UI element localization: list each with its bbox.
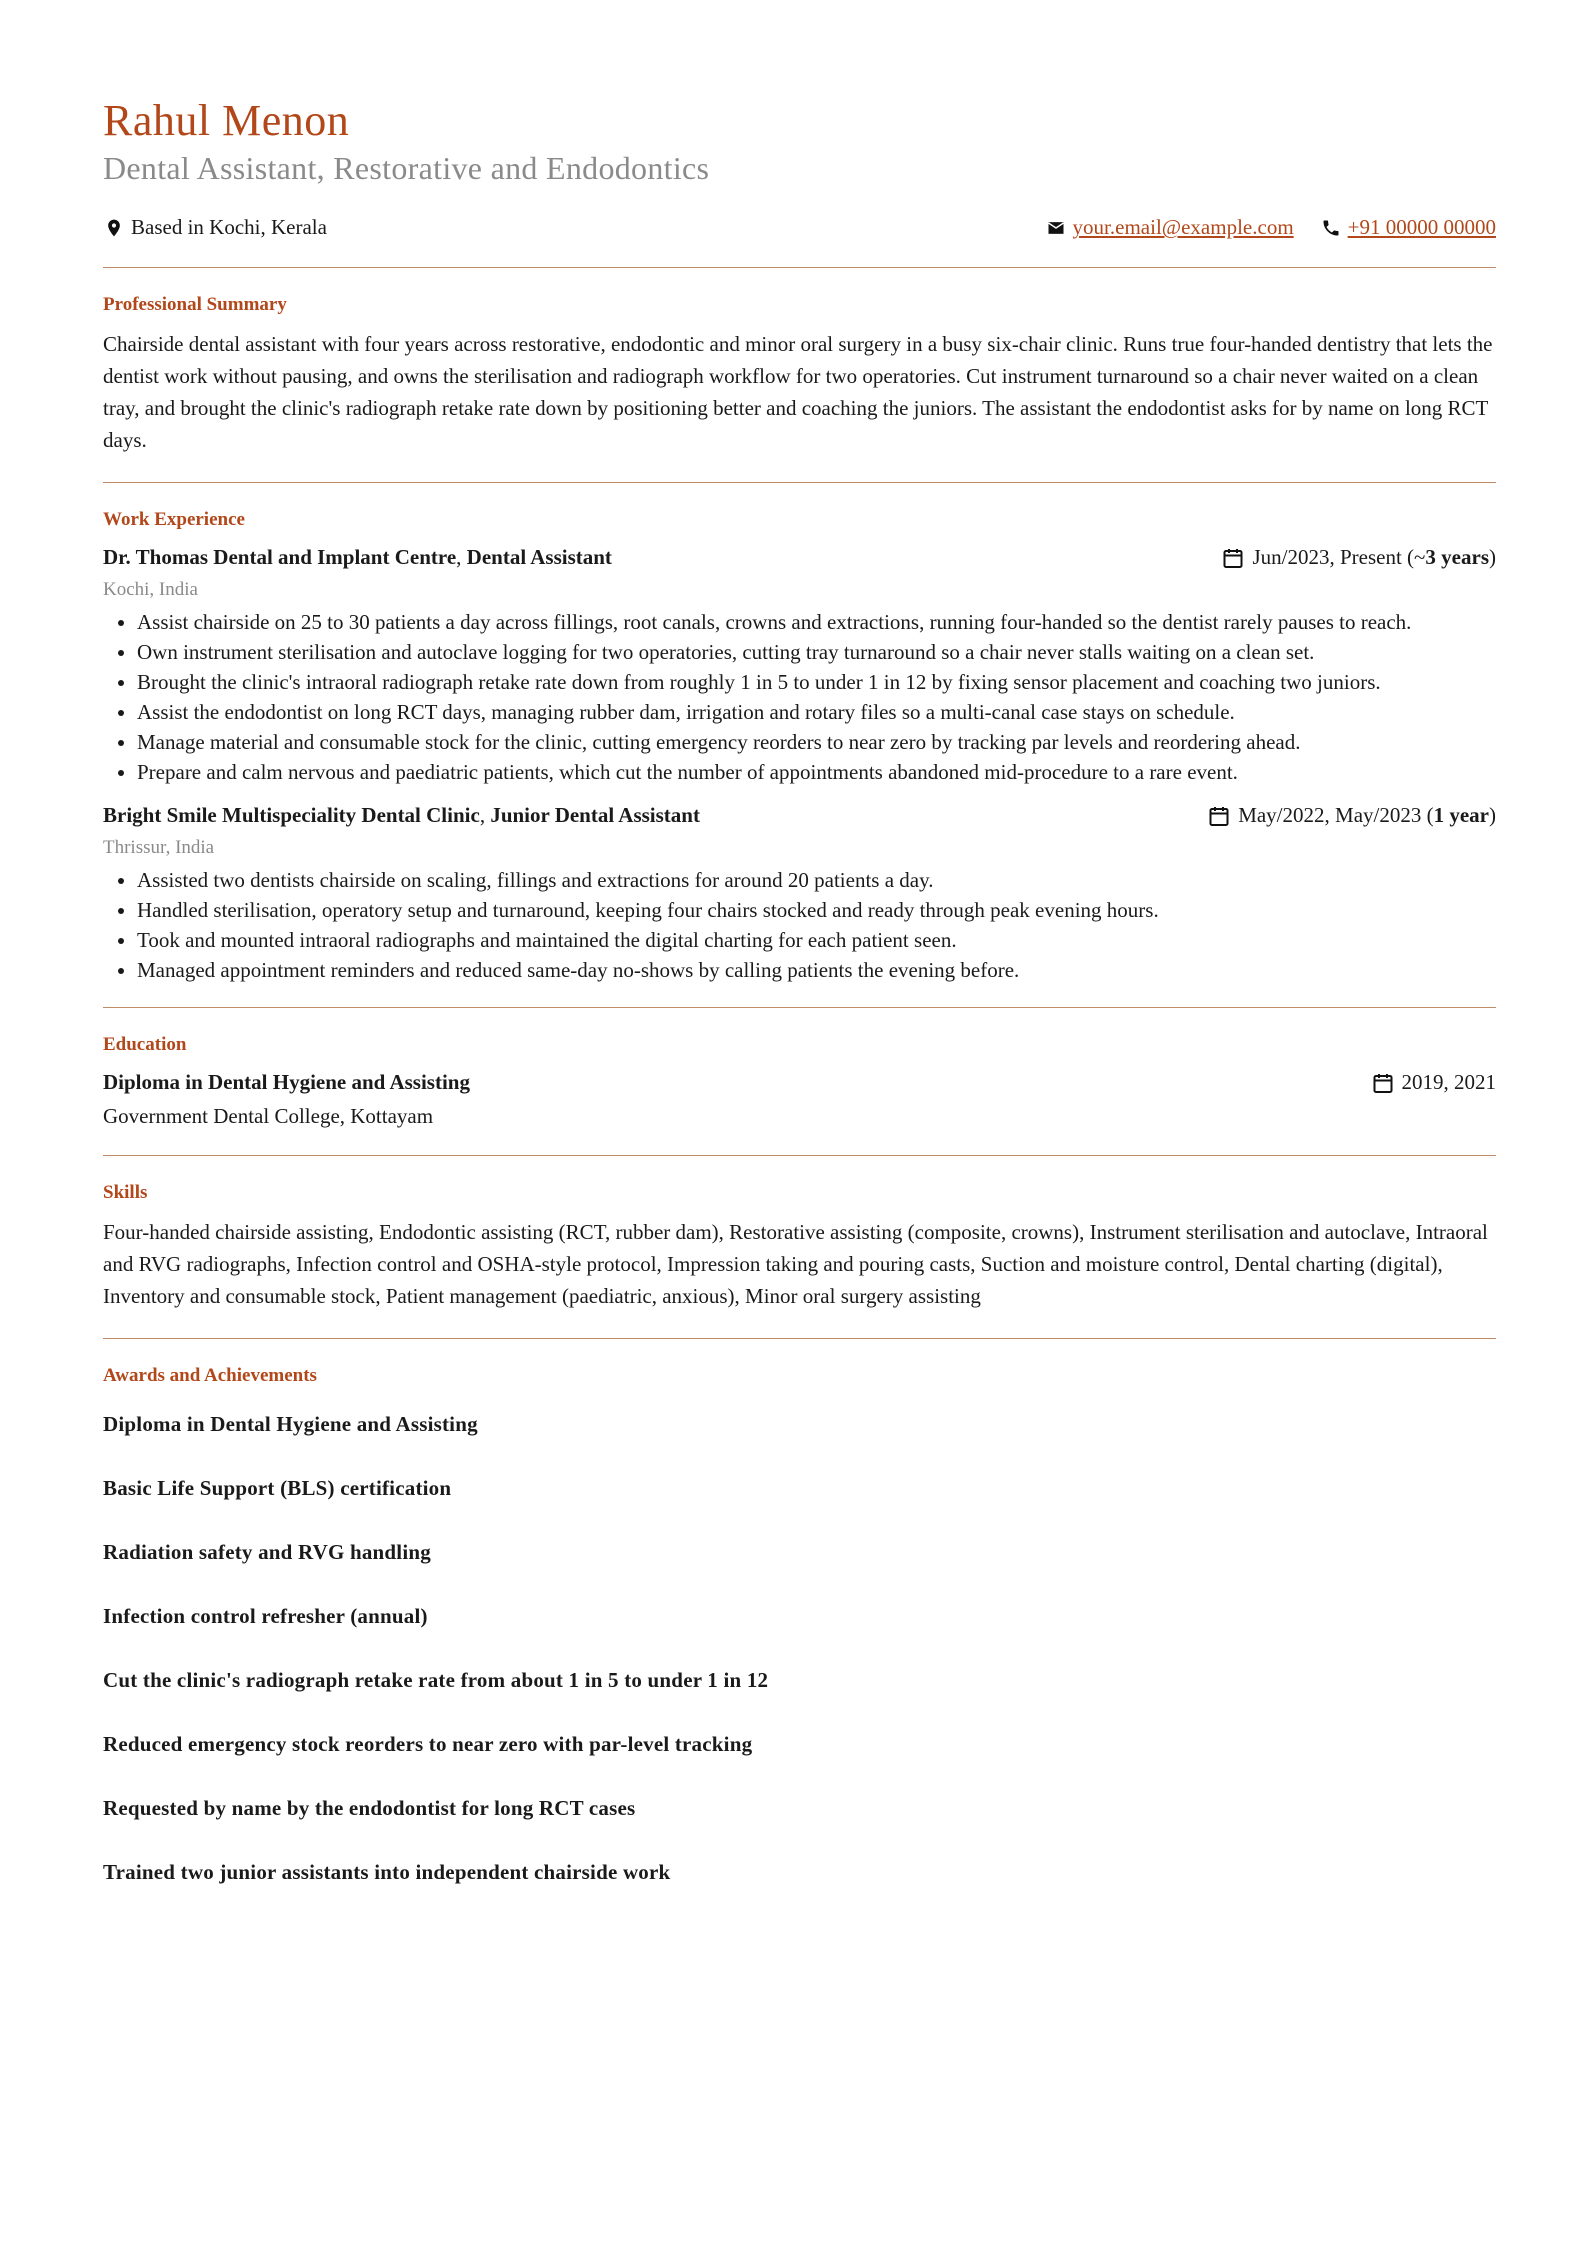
phone-icon: [1320, 217, 1342, 239]
summary-text: Chairside dental assistant with four years across restorative, endodontic and minor oral surgery in a busy six-chair clinic. Runs true four-handed dentistry that lets the dentist work without pausing, and owns the sterilisation and radiograph workflow for two operatories. Cut instrument turnaround so a chair never waited on a clean tray, and brought the clinic's radiograph retake rate down by positioning better and coaching the juniors. The assistant the endodontist asks for by name on long RCT days.: [103, 331, 1493, 452]
award-item: Radiation safety and RVG handling: [103, 1539, 431, 1564]
contact-links: [1019, 215, 1496, 240]
section-title: Professional Summary: [103, 293, 287, 315]
skills-text: Four-handed chairside assisting, Endodontic assisting (RCT, rubber dam), Restorative assisting (composite, crowns), Instrument sterilisation and autoclave, Intraoral and RVG radiographs, Infection control and OSHA-style protocol, Impression taking and pouring casts, Suction and moisture control, Dental charting (digital), Inventory and consumable stock, Patient management (paediatric, anxious), Minor oral surgery assisting: [103, 1219, 1488, 1308]
award-item: Requested by name by the endodontist for long RCT cases: [103, 1795, 636, 1820]
location-text: Based in Kochi, Kerala: [131, 215, 327, 240]
job-title: Bright Smile Multispeciality Dental Clinic, Junior Dental Assistant: [103, 803, 700, 828]
section-title: Work Experience: [103, 508, 245, 530]
award-item: Cut the clinic's radiograph retake rate from about 1 in 5 to under 1 in 12: [103, 1667, 769, 1692]
education-section: [103, 1008, 1496, 1155]
list-item: • Took and mounted intraoral radiographs and maintained the digital charting for each patient seen.: [137, 925, 1496, 955]
job-role: Dental Assistant: [466, 545, 612, 570]
awards-list: [103, 1409, 1496, 1887]
duration: 1 year: [1433, 803, 1489, 828]
calendar-icon: [1220, 545, 1246, 571]
calendar-icon: [1206, 803, 1232, 829]
job-header: [103, 543, 1496, 573]
award-item: Reduced emergency stock reorders to near zero with par-level tracking: [103, 1731, 753, 1756]
job-header: [103, 801, 1496, 831]
job-role: Junior Dental Assistant: [490, 803, 700, 828]
list-item: • Handled sterilisation, operatory setup and turnaround, keeping four chairs stocked and ready through peak evening hours.: [137, 895, 1496, 925]
section-title: Skills: [103, 1181, 148, 1203]
section-title: Education: [103, 1033, 187, 1055]
list-item: • Manage material and consumable stock for the clinic, cutting emergency reorders to near zero by tracking par levels and reordering ahead.: [137, 727, 1496, 757]
candidate-name: Rahul Menon: [103, 96, 350, 145]
list-item: • Assist the endodontist on long RCT days, managing rubber dam, irrigation and rotary files so a multi-canal case stays on schedule.: [137, 697, 1496, 727]
phone-item: [1320, 215, 1496, 240]
list-item: • Assist chairside on 25 to 30 patients a day across fillings, root canals, crowns and extractions, running four-handed so the dentist rarely pauses to reach.: [137, 607, 1496, 637]
date-close: ): [1489, 545, 1496, 570]
candidate-headline: Dental Assistant, Restorative and Endodontics: [103, 149, 710, 186]
contact-row: [103, 213, 1496, 243]
education-header: [103, 1068, 1496, 1098]
school-name: Government Dental College, Kottayam: [103, 1103, 434, 1128]
awards-section: [103, 1339, 1496, 1947]
list-item: • Managed appointment reminders and reduced same-day no-shows by calling patients the evening before.: [137, 955, 1496, 985]
list-item: • Brought the clinic's intraoral radiograph retake rate down from roughly 1 in 5 to under 1 in 12 by fixing sensor placement and coaching two juniors.: [137, 667, 1496, 697]
location-item: [103, 215, 327, 240]
resume-page: [103, 96, 1496, 1947]
award-item: Infection control refresher (annual): [103, 1603, 428, 1628]
list-item: • Prepare and calm nervous and paediatric patients, which cut the number of appointments abandoned mid-procedure to a rare event.: [137, 757, 1496, 787]
job-entry: [103, 801, 1496, 985]
date-range: Jun/2023, Present (~: [1252, 545, 1426, 570]
award-item: Trained two junior assistants into independent chairside work: [103, 1859, 671, 1884]
job-location: Thrissur, India: [103, 836, 215, 858]
list-item: • Assisted two dentists chairside on scaling, fillings and extractions for around 20 patients a day.: [137, 865, 1496, 895]
degree-name: Diploma in Dental Hygiene and Assisting: [103, 1070, 470, 1095]
job-dates: [1220, 545, 1496, 571]
award-item: Basic Life Support (BLS) certification: [103, 1475, 452, 1500]
job-dates: [1206, 803, 1496, 829]
summary-section: [103, 268, 1496, 482]
job-bullets: [103, 607, 1496, 787]
company-name: Bright Smile Multispeciality Dental Clinic: [103, 803, 480, 828]
date-close: ): [1489, 803, 1496, 828]
section-title: Awards and Achievements: [103, 1364, 317, 1386]
map-pin-icon: [103, 217, 125, 239]
email-item: [1045, 215, 1294, 240]
experience-section: [103, 483, 1496, 1007]
education-dates: [1370, 1070, 1497, 1096]
date-range: 2019, 2021: [1401, 1070, 1496, 1095]
email-link[interactable]: your.email@example.com: [1072, 215, 1294, 240]
duration: 3 years: [1425, 545, 1489, 570]
envelope-icon: [1045, 217, 1067, 239]
job-location: Kochi, India: [103, 578, 198, 600]
phone-link[interactable]: +91 00000 00000: [1347, 215, 1496, 240]
company-name: Dr. Thomas Dental and Implant Centre: [103, 545, 457, 570]
list-item: • Own instrument sterilisation and autoclave logging for two operatories, cutting tray turnaround so a chair never stalls waiting on a clean set.: [137, 637, 1496, 667]
job-title: Dr. Thomas Dental and Implant Centre, Dental Assistant: [103, 545, 612, 570]
award-item: Diploma in Dental Hygiene and Assisting: [103, 1411, 478, 1436]
job-bullets: [103, 865, 1496, 985]
skills-section: [103, 1156, 1496, 1338]
calendar-icon: [1370, 1070, 1396, 1096]
job-entry: [103, 543, 1496, 787]
date-range: May/2022, May/2023 (: [1238, 803, 1434, 828]
